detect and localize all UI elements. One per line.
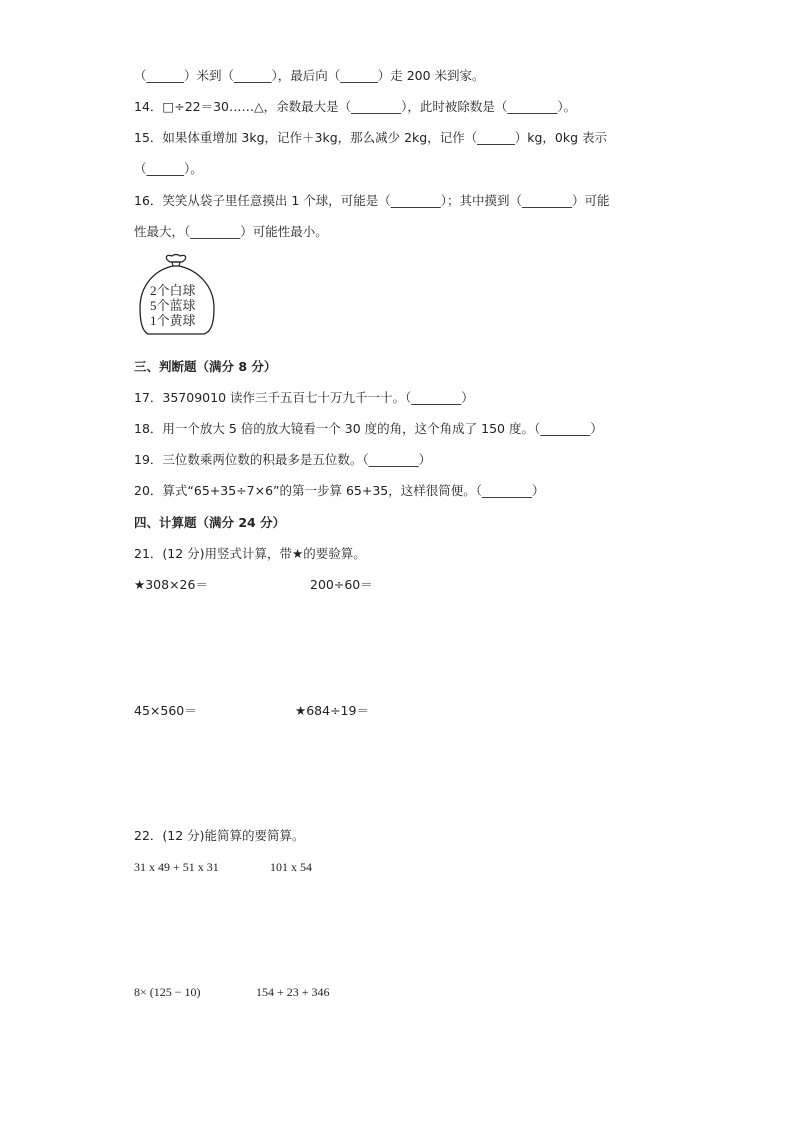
- question-21-a: ★308×26＝: [134, 577, 208, 592]
- fill-blank-continuation: （______）米到（______），最后向（______）走 200 米到家。: [134, 68, 485, 83]
- bag-label-yellow: 1个黄球: [150, 313, 196, 328]
- question-16-line-2: 性最大，（________）可能性最小。: [134, 224, 328, 239]
- question-14: 14．□÷22＝30……△，余数最大是（________），此时被除数是（________）。: [134, 99, 577, 114]
- question-22-a: 31 x 49 + 51 x 31: [134, 860, 219, 874]
- bag-label-blue: 5个蓝球: [150, 298, 196, 313]
- question-19: 19．三位数乘两位数的积最多是五位数。（________）: [134, 452, 432, 467]
- question-22-c: 8× (125 − 10): [134, 985, 201, 999]
- question-21-d: ★684÷19＝: [295, 703, 369, 718]
- bag-label-white: 2个白球: [150, 283, 196, 298]
- question-22-d: 154 + 23 + 346: [256, 985, 330, 999]
- question-22: 22．(12 分)能简算的要简算。: [134, 828, 305, 843]
- question-21: 21．(12 分)用竖式计算，带★的要验算。: [134, 546, 366, 561]
- question-15-line-1: 15．如果体重增加 3kg，记作＋3kg，那么减少 2kg，记作（______）kg，0kg 表示: [134, 130, 608, 145]
- question-17: 17．35709010 读作三千五百七十万九千一十。（________）: [134, 390, 474, 405]
- question-18: 18．用一个放大 5 倍的放大镜看一个 30 度的角，这个角成了 150 度。（________）: [134, 421, 603, 436]
- question-21-c: 45×560＝: [134, 703, 197, 718]
- section-3-title: 三、判断题（满分 8 分）: [134, 359, 277, 374]
- question-20: 20．算式“65+35÷7×6”的第一步算 65+35，这样很简便。（________）: [134, 483, 545, 498]
- question-16-line-1: 16．笑笑从袋子里任意摸出 1 个球，可能是（________）；其中摸到（________）可能: [134, 193, 610, 208]
- question-21-b: 200÷60＝: [310, 577, 373, 592]
- question-22-b: 101 x 54: [270, 860, 312, 874]
- section-4-title: 四、计算题（满分 24 分）: [134, 515, 286, 530]
- question-15-line-2: （______）。: [134, 161, 203, 176]
